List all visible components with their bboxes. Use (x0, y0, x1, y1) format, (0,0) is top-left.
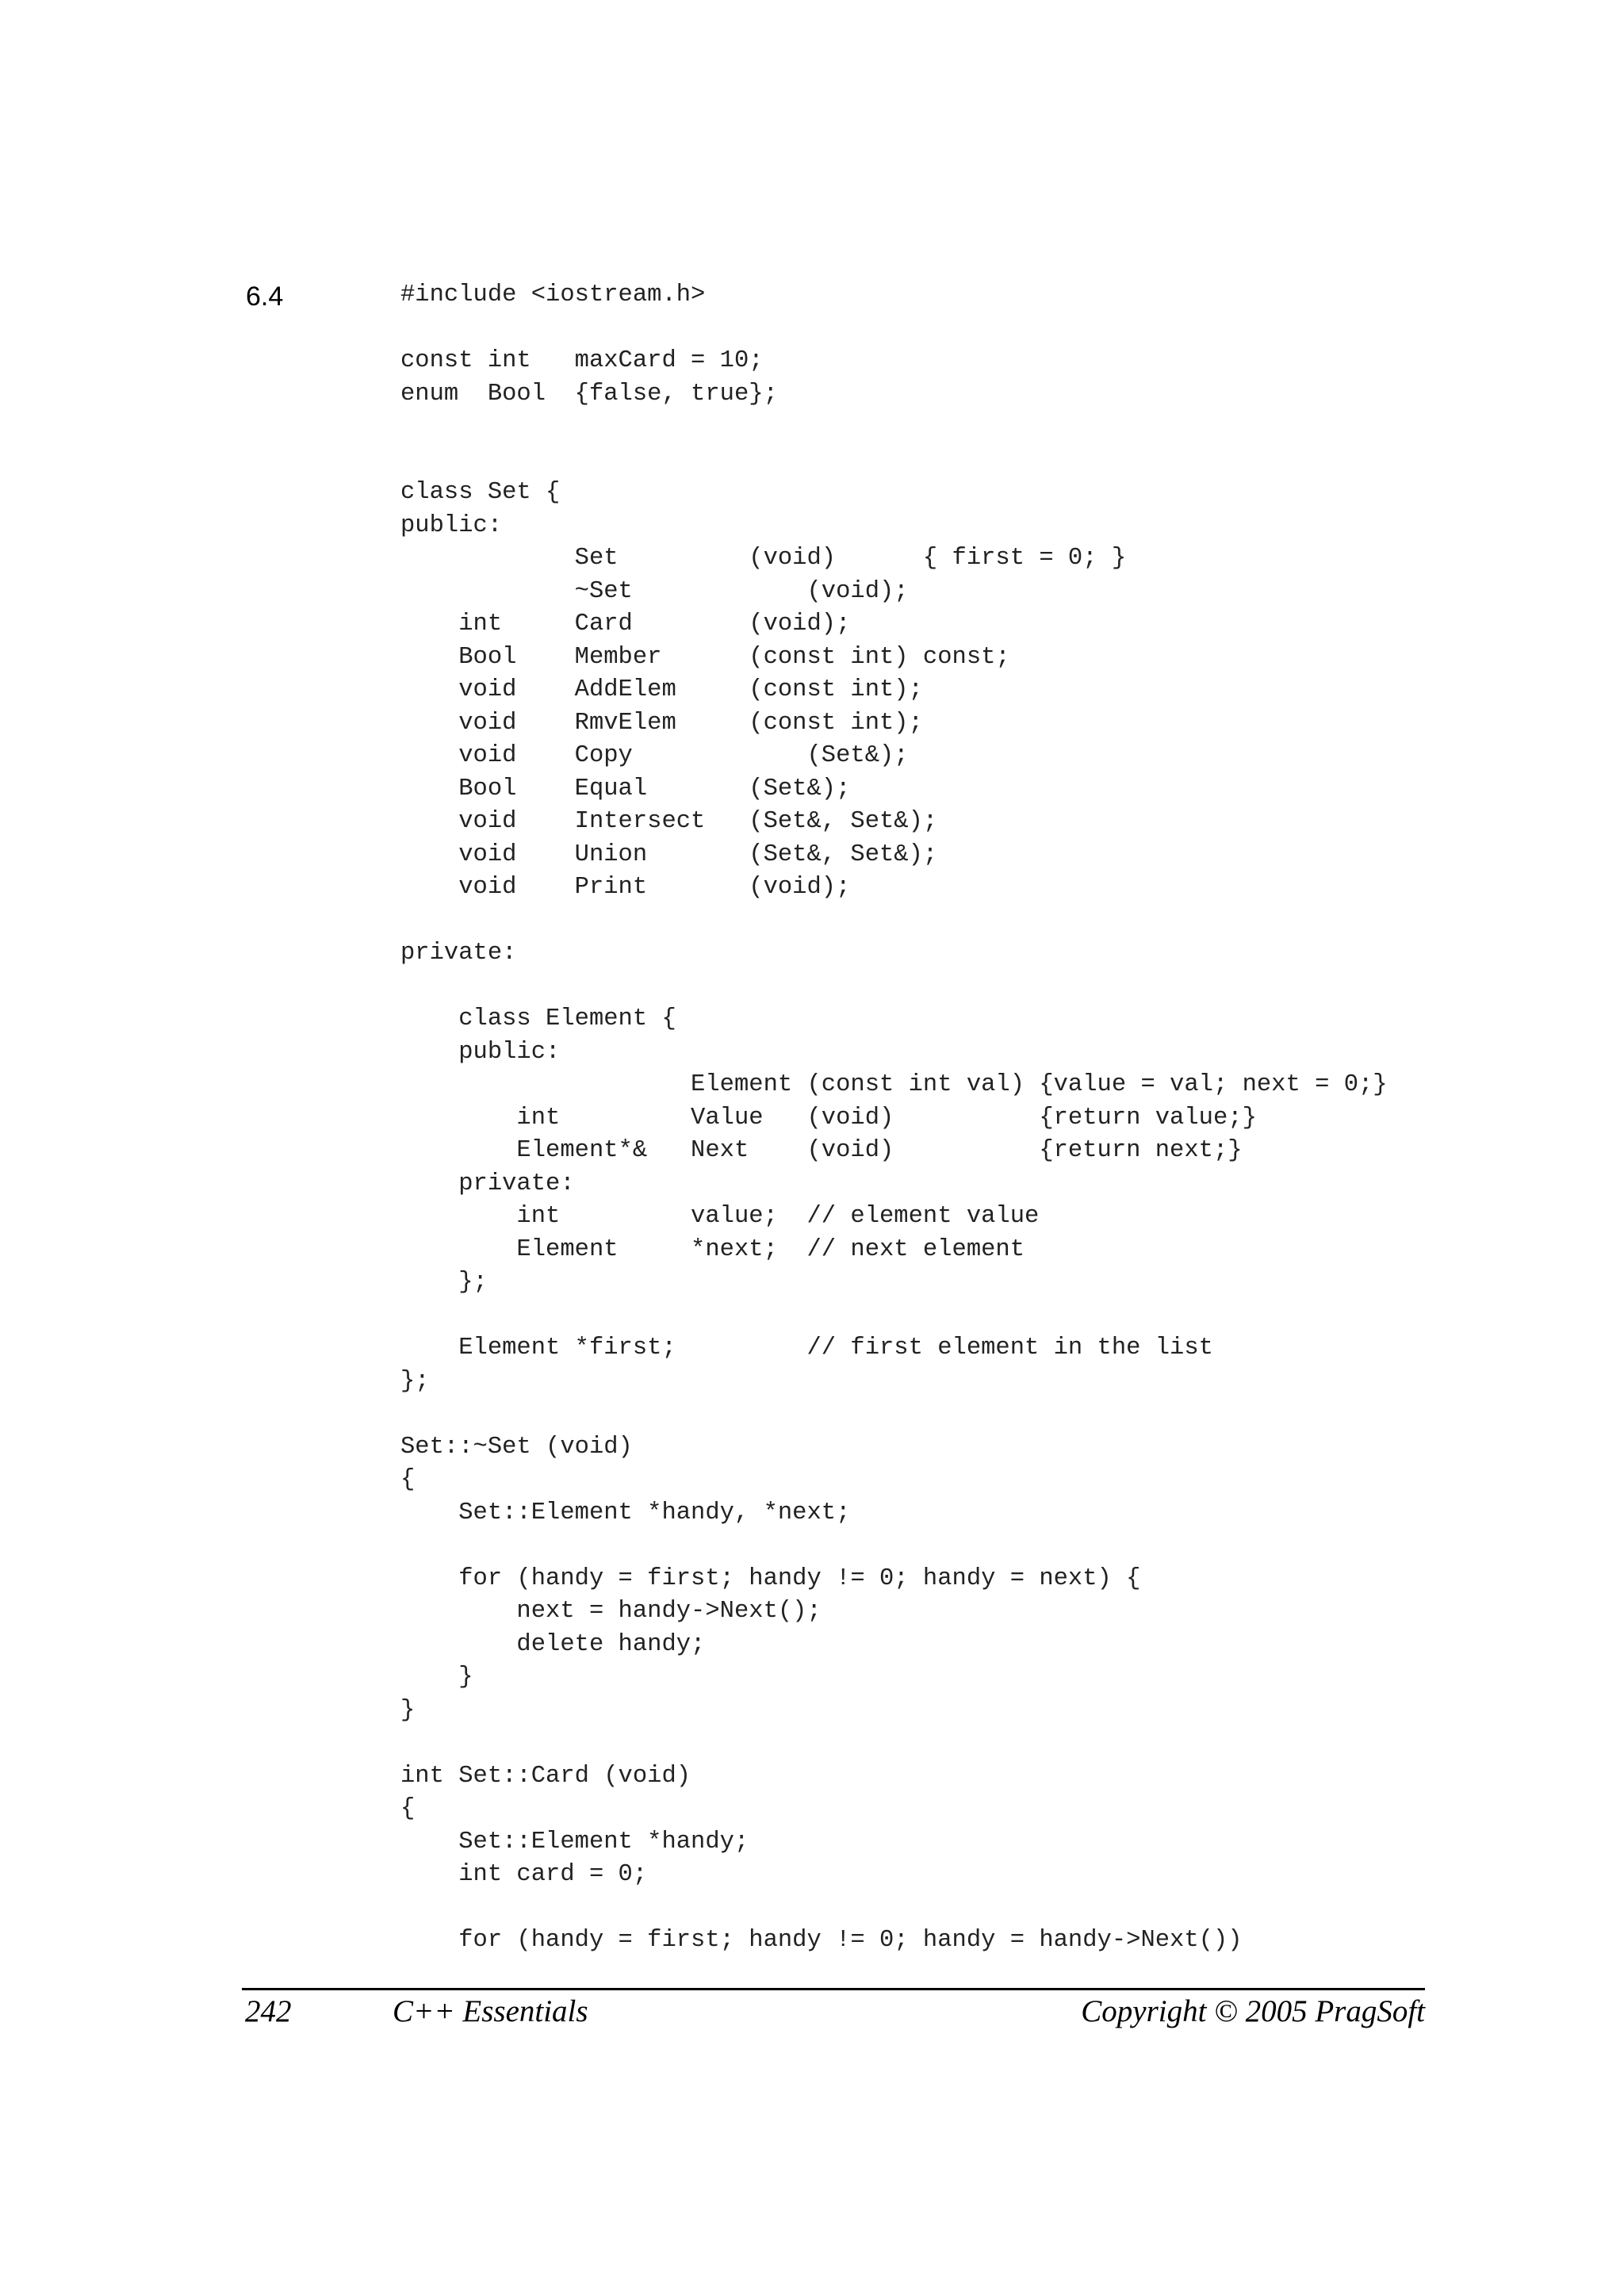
code-line: for (handy = first; handy != 0; handy = handy->Next()) (400, 1927, 1243, 1954)
code-line: int Card (void); (400, 611, 851, 638)
code-line: Bool Member (const int) const; (400, 643, 1010, 671)
code-line: delete handy; (400, 1630, 706, 1658)
code-listing (400, 279, 1388, 1958)
code-line: Set::Element *handy; (400, 1828, 749, 1855)
code-line (400, 971, 1388, 1004)
code-line: Element *next; // next element (400, 1235, 1025, 1263)
code-line: class Set { (400, 479, 561, 506)
code-line (400, 1300, 1388, 1333)
code-line: for (handy = first; handy != 0; handy = next) { (400, 1564, 1141, 1592)
code-line (400, 411, 1388, 444)
code-line: enum Bool {false, true}; (400, 380, 778, 408)
code-line: }; (400, 1367, 430, 1395)
code-line: ~Set (void); (400, 577, 909, 605)
code-line: void Union (Set&, Set&); (400, 841, 938, 868)
code-line: void Print (void); (400, 874, 851, 901)
code-line: Set::~Set (void) (400, 1433, 633, 1461)
code-line: void RmvElem (const int); (400, 709, 923, 737)
code-line: { (400, 1795, 416, 1822)
code-line (400, 1530, 1388, 1563)
code-line: Element*& Next (void) {return next;} (400, 1137, 1243, 1164)
code-line: public: (400, 1038, 561, 1066)
code-line: private: (400, 1170, 575, 1197)
code-line: void Copy (Set&); (400, 742, 909, 769)
code-line (400, 1727, 1388, 1760)
code-line: int Set::Card (void) (400, 1762, 691, 1790)
code-line (400, 905, 1388, 938)
section-number: 6.4 (246, 281, 284, 312)
code-line: } (400, 1664, 473, 1691)
code-line: const int maxCard = 10; (400, 347, 764, 374)
footer-copyright: Copyright © 2005 PragSoft (1081, 1994, 1425, 2028)
code-line (400, 444, 1388, 477)
code-line: void Intersect (Set&, Set&); (400, 808, 938, 835)
code-line: class Element { (400, 1005, 676, 1032)
code-line: int card = 0; (400, 1861, 648, 1888)
code-line: next = handy->Next(); (400, 1598, 822, 1625)
code-line: private: (400, 940, 517, 967)
code-line: }; (400, 1269, 488, 1296)
footer-book-title: C++ Essentials (393, 1994, 588, 2028)
code-line: Set::Element *handy, *next; (400, 1499, 851, 1526)
footer-divider (242, 1988, 1425, 1990)
code-line: } (400, 1696, 416, 1724)
code-line: int value; // element value (400, 1203, 1040, 1230)
footer-page-number: 242 (245, 1994, 292, 2028)
code-line (400, 1892, 1388, 1925)
code-line: #include <iostream.h> (400, 281, 706, 308)
code-line: Element (const int val) {value = val; next = 0;} (400, 1071, 1388, 1098)
code-line: void AddElem (const int); (400, 676, 923, 703)
code-line: Set (void) { first = 0; } (400, 545, 1127, 572)
code-line: { (400, 1466, 416, 1493)
code-line: public: (400, 511, 503, 539)
code-line (400, 1398, 1388, 1431)
code-line (400, 312, 1388, 346)
code-line: int Value (void) {return value;} (400, 1104, 1257, 1132)
code-line: Bool Equal (Set&); (400, 775, 851, 802)
code-line: Element *first; // first element in the list (400, 1335, 1213, 1361)
